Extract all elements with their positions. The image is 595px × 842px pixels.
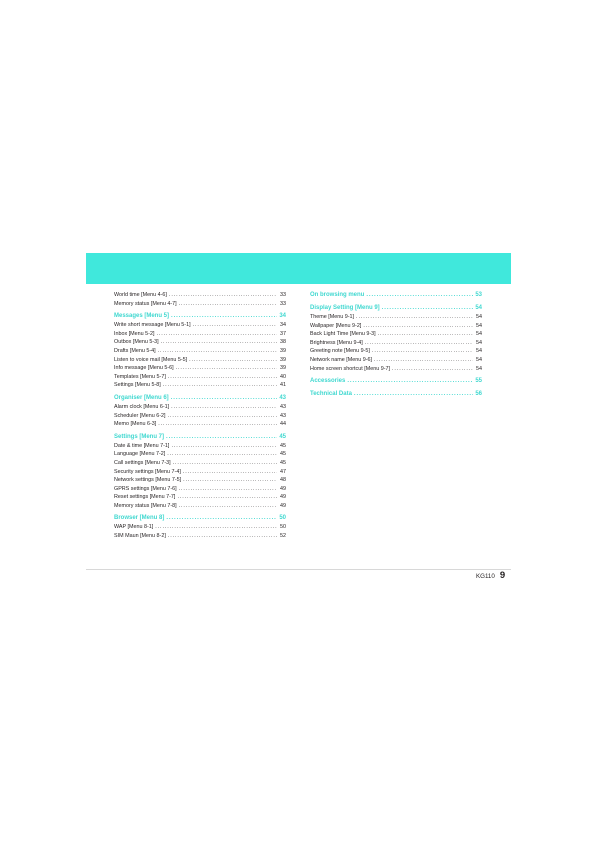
dot-leader: [179, 485, 277, 494]
entry-title: SIM Maun [Menu 8-2]: [114, 533, 166, 540]
toc-left-column: [114, 291, 286, 541]
dot-leader: [171, 403, 277, 412]
section-title: Accessories: [310, 378, 346, 385]
toc-entry[interactable]: [114, 347, 286, 356]
dot-leader: [378, 330, 473, 339]
toc-entry[interactable]: [114, 356, 286, 365]
toc-entry[interactable]: [114, 532, 286, 541]
dot-leader: [363, 322, 473, 331]
page-ref: 54: [475, 305, 482, 311]
entry-title: Home screen shortcut [Menu 9-7]: [310, 365, 390, 372]
dot-leader: [171, 442, 277, 451]
toc-section-heading[interactable]: [114, 312, 286, 321]
page-ref: 33: [280, 292, 286, 298]
entry-title: Greeting note [Menu 9-5]: [310, 348, 370, 355]
page-ref: 44: [280, 421, 286, 428]
page-ref: 39: [280, 347, 286, 354]
page-ref: 33: [280, 300, 286, 307]
page-ref: 49: [280, 494, 286, 501]
entry-title: Reset settings [Menu 7-7]: [114, 494, 176, 501]
entry-title: Alarm clock [Menu 6-1]: [114, 403, 170, 410]
toc-entry[interactable]: [114, 450, 286, 459]
page-ref: 45: [279, 433, 286, 440]
page-ref: 43: [280, 412, 286, 419]
page-ref: 49: [280, 485, 286, 492]
entry-title: World time [Menu 4-6]: [114, 292, 167, 298]
entry-title: Memory status [Menu 7-8]: [114, 502, 177, 509]
section-title: Messages [Menu 5]: [114, 313, 170, 320]
toc-section-heading[interactable]: [310, 304, 482, 313]
toc-entry[interactable]: [114, 502, 286, 511]
page-ref: 49: [280, 502, 286, 509]
entry-title: Security settings [Menu 7-4]: [114, 468, 181, 475]
toc-section-heading[interactable]: [114, 514, 286, 523]
toc-entry[interactable]: [310, 356, 482, 365]
page-footer: [476, 570, 505, 581]
toc-section-heading[interactable]: [114, 433, 286, 442]
dot-leader: [176, 364, 277, 373]
section-title: Technical Data: [310, 391, 352, 398]
toc-entry[interactable]: [114, 476, 286, 485]
entry-title: Language [Menu 7-2]: [114, 451, 166, 458]
page-ref: 52: [280, 533, 286, 540]
entry-title: Brightness [Menu 9-4]: [310, 339, 363, 346]
footer-rule: [86, 569, 511, 570]
dot-leader: [366, 291, 473, 300]
page-ref: 41: [280, 382, 286, 389]
entry-title: Settings [Menu 5-8]: [114, 382, 161, 389]
entry-title: Network settings [Menu 7-5]: [114, 477, 182, 484]
dot-leader: [189, 356, 277, 365]
page-ref: 54: [476, 331, 482, 338]
toc-entry[interactable]: [114, 403, 286, 412]
section-title: Display Setting [Menu 9]: [310, 305, 380, 311]
dot-leader: [161, 338, 277, 347]
page-ref: 38: [280, 339, 286, 346]
dot-leader: [166, 433, 277, 442]
toc-entry[interactable]: [114, 291, 286, 300]
entry-title: GPRS settings [Menu 7-6]: [114, 485, 177, 492]
page-ref: 47: [280, 468, 286, 475]
dot-leader: [183, 476, 277, 485]
dot-leader: [173, 459, 277, 468]
dot-leader: [179, 502, 277, 511]
toc-section-heading[interactable]: [114, 394, 286, 403]
section-title: Browser [Menu 8]: [114, 515, 165, 522]
toc-entry[interactable]: [114, 381, 286, 390]
toc-entry[interactable]: [310, 365, 482, 374]
section-title: Settings [Menu 7]: [114, 433, 165, 440]
toc-section-heading[interactable]: [310, 377, 482, 386]
dot-leader: [155, 523, 277, 532]
entry-title: Scheduler [Menu 6-2]: [114, 412, 166, 419]
dot-leader: [183, 468, 277, 477]
page-ref: 48: [280, 477, 286, 484]
dot-leader: [158, 347, 277, 356]
toc-entry[interactable]: [310, 322, 482, 331]
toc-entry[interactable]: [114, 523, 286, 532]
page-ref: 54: [476, 365, 482, 372]
page-number: 9: [499, 570, 506, 581]
toc-entry[interactable]: [114, 459, 286, 468]
toc-entry[interactable]: [310, 330, 482, 339]
toc-entry[interactable]: [114, 420, 286, 429]
entry-title: Listen to voice mail [Menu 5-5]: [114, 356, 188, 363]
toc-entry[interactable]: [114, 412, 286, 421]
page-ref: 53: [475, 292, 482, 298]
entry-title: WAP [Menu 8-1]: [114, 524, 154, 531]
dot-leader: [374, 356, 473, 365]
page-ref: 56: [475, 391, 482, 398]
dot-leader: [163, 381, 277, 390]
page-ref: 39: [280, 365, 286, 372]
toc-entry[interactable]: [310, 347, 482, 356]
page-ref: 40: [280, 373, 286, 380]
entry-title: Back Light Time [Menu 9-3]: [310, 331, 376, 338]
entry-title: Templates [Menu 5-7]: [114, 373, 166, 380]
page-ref: 54: [476, 348, 482, 355]
dot-leader: [356, 313, 473, 322]
entry-title: Inbox [Menu 5-2]: [114, 330, 155, 337]
toc-section-heading[interactable]: [310, 291, 482, 300]
page-ref: 50: [280, 524, 286, 531]
dot-leader: [382, 304, 473, 313]
toc-entry[interactable]: [114, 300, 286, 309]
dot-leader: [168, 373, 277, 382]
page-ref: 43: [279, 394, 286, 401]
page-ref: 54: [476, 314, 482, 320]
entry-title: Call settings [Menu 7-3]: [114, 459, 171, 466]
page-ref: 45: [280, 451, 286, 458]
section-title: On browsing menu: [310, 292, 365, 298]
entry-title: Drafts [Menu 5-4]: [114, 347, 156, 354]
dot-leader: [156, 330, 277, 339]
toc-entry[interactable]: [114, 338, 286, 347]
dot-leader: [167, 450, 277, 459]
entry-title: Memo [Menu 6-3]: [114, 421, 157, 428]
page-ref: 34: [280, 322, 286, 329]
toc-entry[interactable]: [114, 330, 286, 339]
dot-leader: [372, 347, 473, 356]
toc-entry[interactable]: [114, 442, 286, 451]
page-ref: 45: [280, 459, 286, 466]
page-ref: 45: [280, 442, 286, 449]
dot-leader: [392, 365, 473, 374]
page-ref: 50: [279, 515, 286, 522]
page-ref: 54: [476, 322, 482, 329]
dot-leader: [158, 420, 277, 429]
page-ref: 55: [475, 378, 482, 385]
entry-title: Theme [Menu 9-1]: [310, 314, 355, 320]
dot-leader: [166, 514, 277, 523]
toc-entry[interactable]: [114, 468, 286, 477]
page-ref: 34: [279, 313, 286, 320]
toc-entry[interactable]: [114, 373, 286, 382]
entry-title: Wallpaper [Menu 9-2]: [310, 322, 362, 329]
toc-entry[interactable]: [114, 321, 286, 330]
toc-section-heading[interactable]: [310, 390, 482, 399]
entry-title: Info message [Menu 5-6]: [114, 365, 174, 372]
page-ref: 39: [280, 356, 286, 363]
page-ref: 43: [280, 403, 286, 410]
dot-leader: [365, 339, 473, 348]
page-ref: 37: [280, 330, 286, 337]
page-ref: 54: [476, 339, 482, 346]
toc-entry[interactable]: [114, 485, 286, 494]
toc-entry[interactable]: [310, 313, 482, 322]
dot-leader: [347, 377, 473, 386]
toc-entry[interactable]: [310, 339, 482, 348]
entry-title: Network name [Menu 9-6]: [310, 356, 373, 363]
entry-title: Write short message [Menu 5-1]: [114, 322, 191, 329]
entry-title: Date & time [Menu 7-1]: [114, 442, 170, 449]
section-title: Organiser [Menu 6]: [114, 394, 169, 401]
dot-leader: [169, 291, 277, 300]
header-band: [86, 253, 511, 284]
entry-title: Memory status [Menu 4-7]: [114, 300, 177, 307]
dot-leader: [168, 532, 277, 541]
toc-entry[interactable]: [114, 493, 286, 502]
entry-title: Outbox [Menu 5-3]: [114, 339, 159, 346]
dot-leader: [171, 394, 277, 403]
toc-entry[interactable]: [114, 364, 286, 373]
dot-leader: [177, 493, 277, 502]
dot-leader: [193, 321, 277, 330]
dot-leader: [168, 412, 277, 421]
toc-right-column: [310, 291, 482, 399]
dot-leader: [179, 300, 277, 309]
dot-leader: [354, 390, 473, 399]
dot-leader: [171, 312, 277, 321]
page-ref: 54: [476, 356, 482, 363]
model-name: KG110: [476, 573, 495, 580]
